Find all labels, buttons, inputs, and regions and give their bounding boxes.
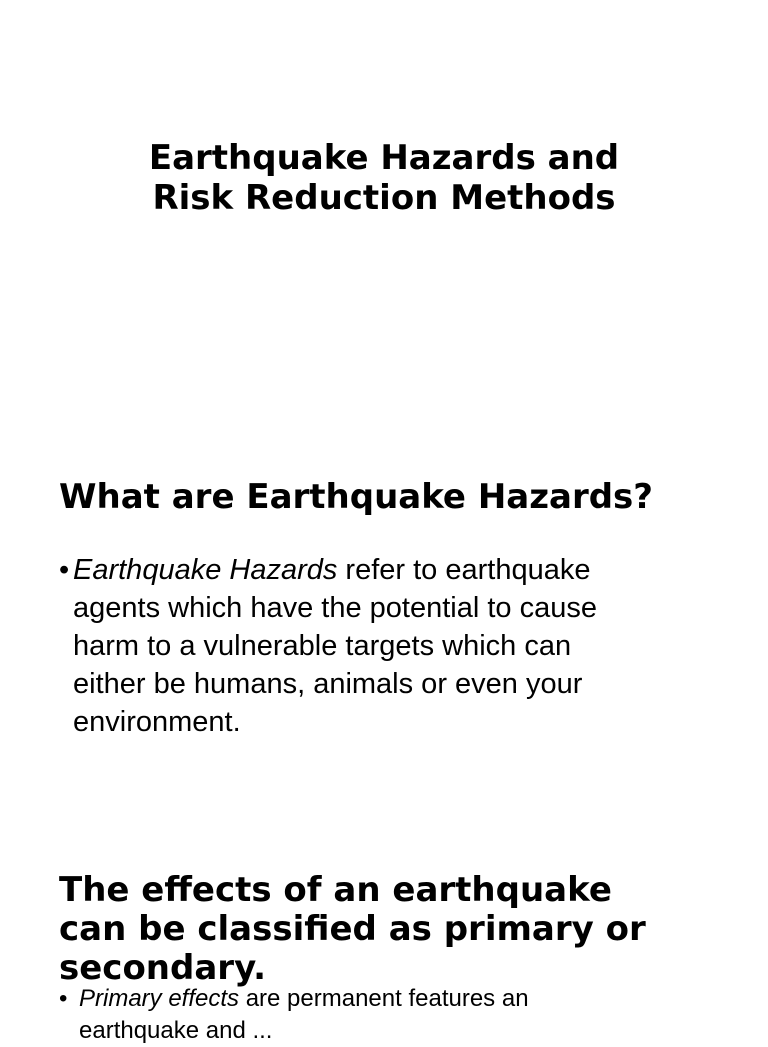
bullet-line-3: harm to a vulnerable targets which can [73, 630, 572, 662]
effects-heading-line-2: can be classified as primary or [59, 909, 646, 949]
primary-effects-bullet [59, 983, 759, 1047]
title-line-1: Earthquake Hazards and [148, 138, 620, 178]
section-heading-hazards: What are Earthquake Hazards? [59, 477, 654, 517]
title-line-2: Risk Reduction Methods [152, 178, 616, 218]
bullet-line-1 [73, 551, 719, 589]
document-title [0, 138, 768, 218]
bullet-marker: • [59, 554, 70, 586]
bullet-line-5: environment. [73, 706, 241, 738]
bullet-line-4: either be humans, animals or even your [73, 668, 583, 700]
section-heading-effects [59, 871, 759, 988]
italic-term: Earthquake Hazards [73, 554, 338, 586]
effects-heading-line-3: secondary. [59, 948, 267, 988]
bullet-line-1 [79, 983, 759, 1015]
line-1-rest: are permanent features an [239, 985, 529, 1012]
italic-term: Primary effects [79, 985, 240, 1012]
bullet-marker: • [59, 985, 68, 1012]
hazards-definition-bullet [59, 551, 719, 741]
bullet-text [73, 551, 719, 741]
bullet-line-2: earthquake and ... [79, 1017, 273, 1044]
effects-heading-line-1: The effects of an earthquake [59, 870, 612, 910]
bullet-text [79, 983, 759, 1047]
line-1-rest: refer to earthquake [337, 554, 591, 586]
bullet-line-2: agents which have the potential to cause [73, 592, 597, 624]
